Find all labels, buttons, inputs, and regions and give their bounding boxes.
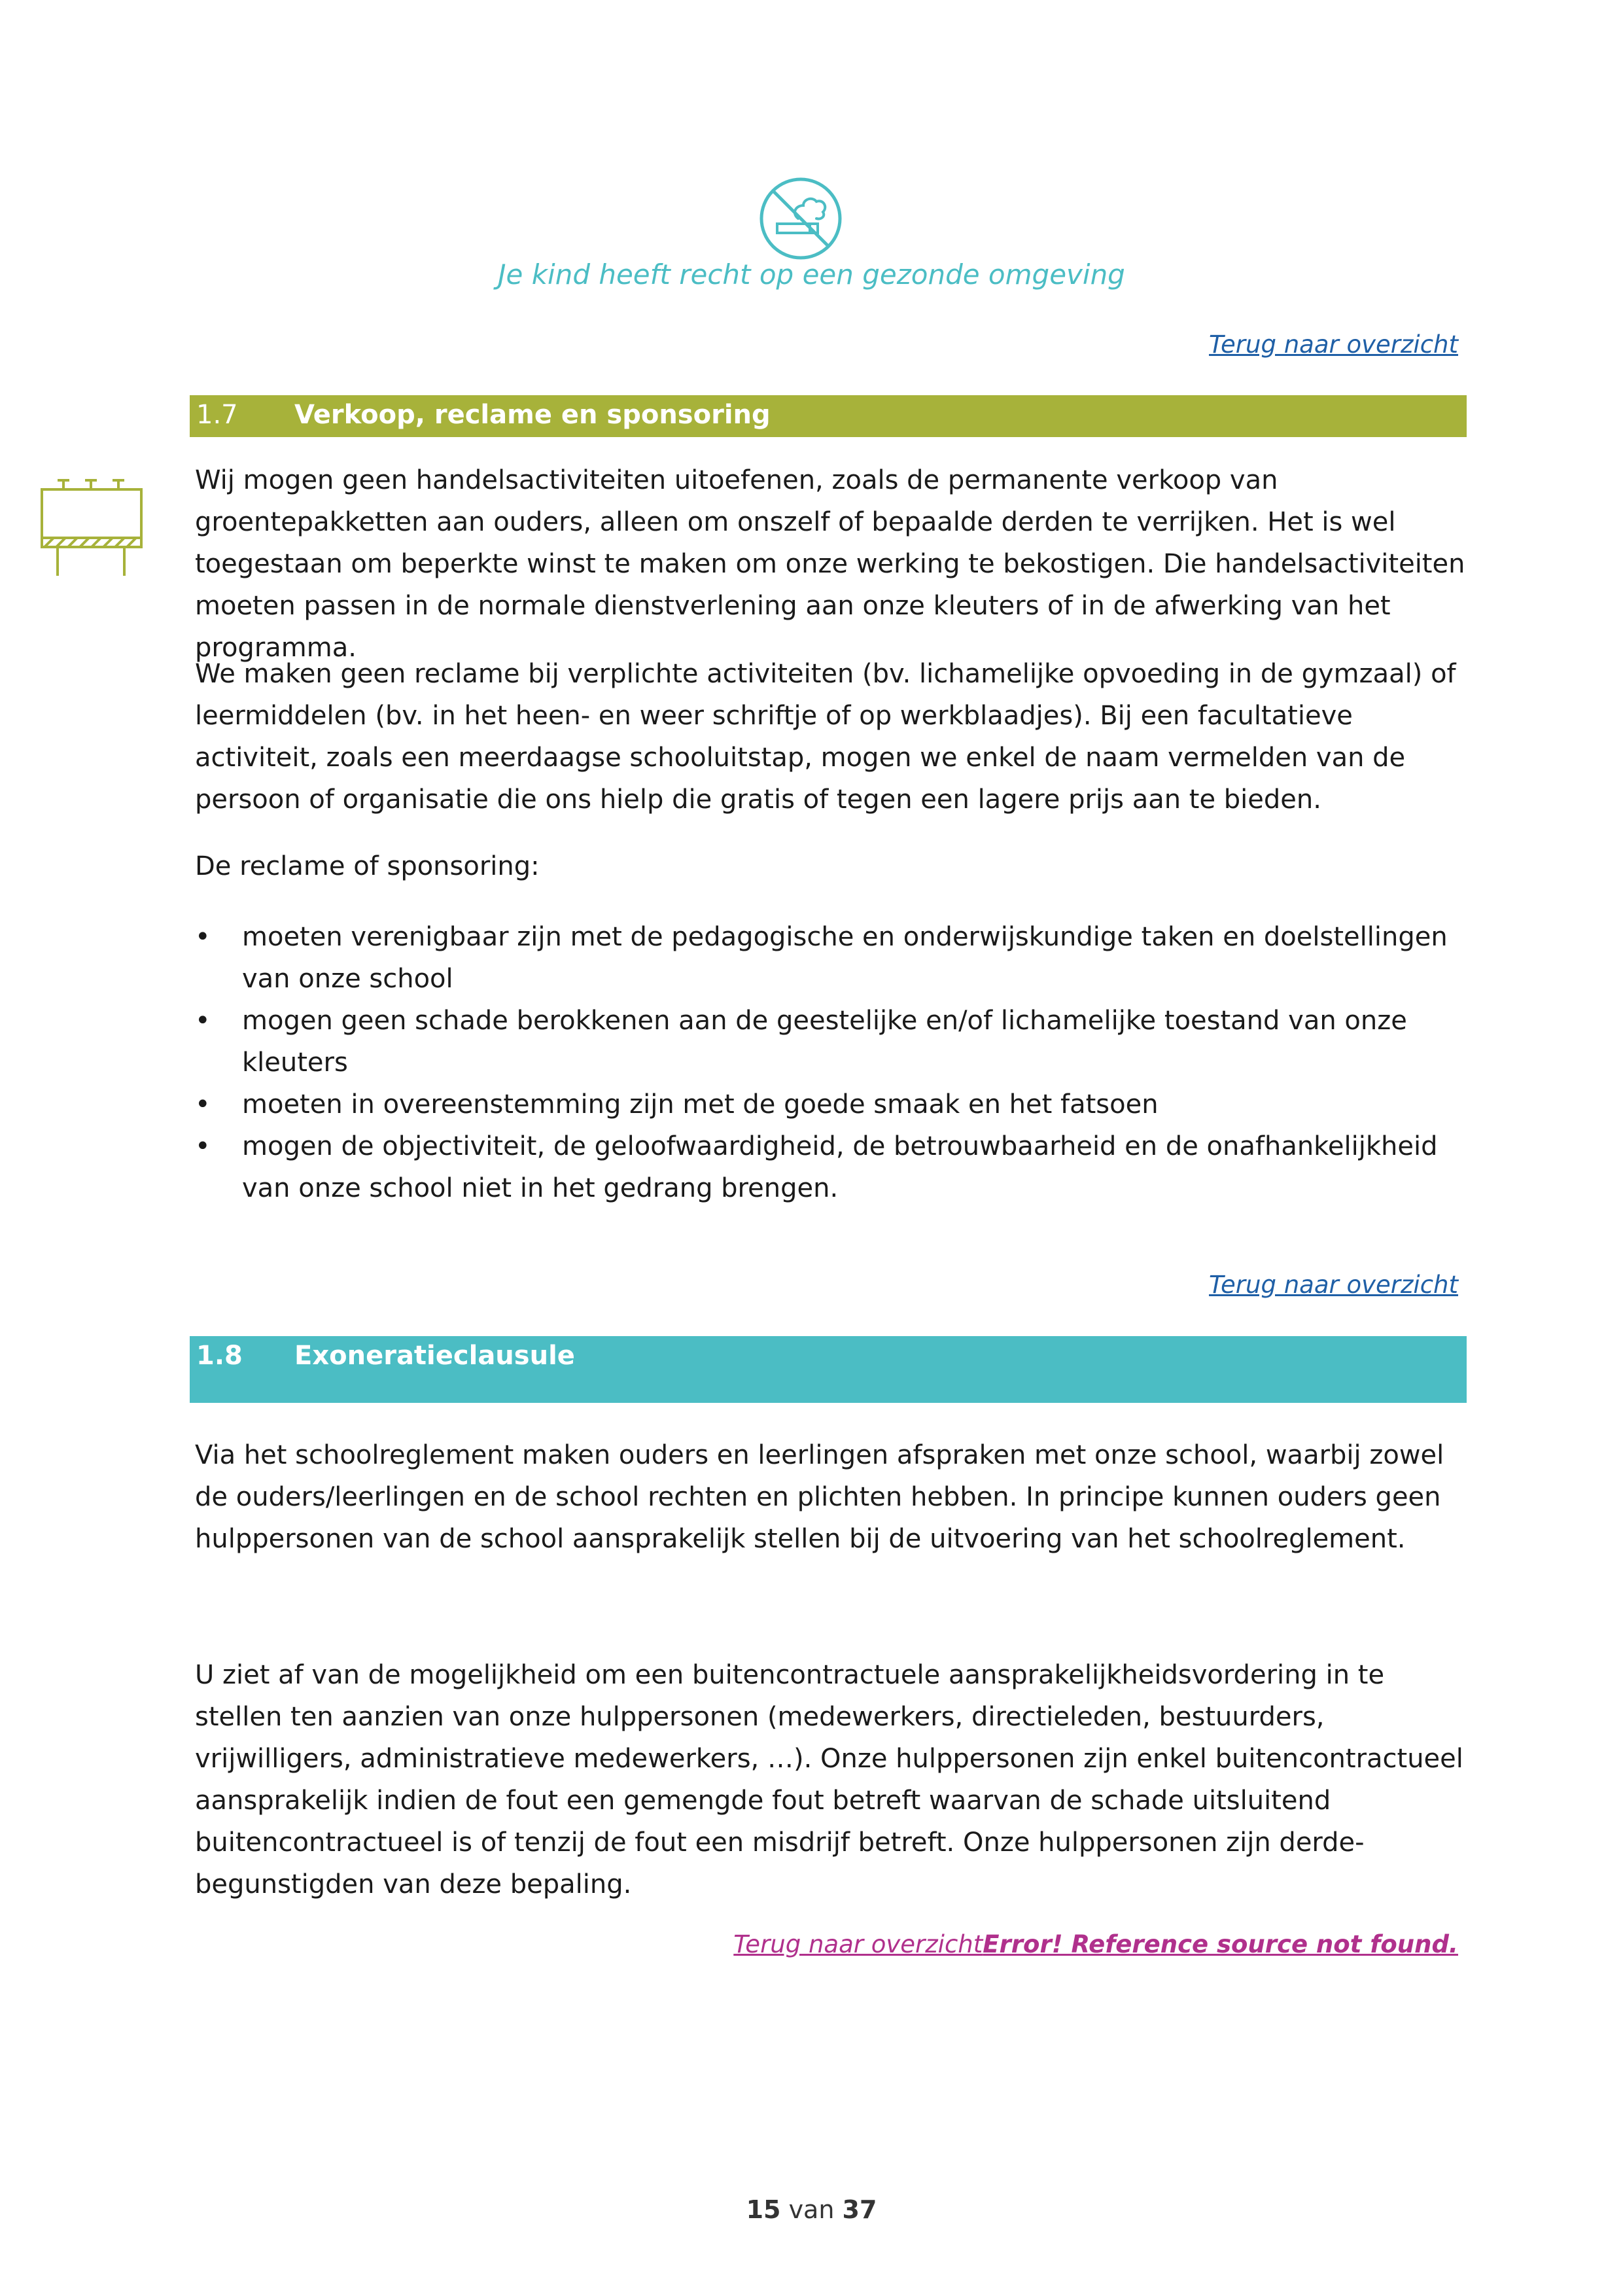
back-to-overview-link[interactable]: Terug naar overzicht	[1209, 330, 1458, 359]
current-page-number: 15	[746, 2195, 781, 2224]
sponsoring-rules-list	[195, 916, 1471, 1209]
total-page-count: 37	[842, 2195, 877, 2224]
section-heading-1-8	[190, 1336, 1467, 1403]
billboard-icon	[38, 474, 148, 584]
section-1-8-paragraph-2: U ziet af van de mogelijkheid om een buitencontractuele aansprakelijkheidsvordering in te stellen ten aanzien van onze hulppersonen (medewerkers, directieleden, bestuurders, vrijwilligers, administratieve medewerkers, …). Onze hulppersonen zijn enkel buitencontractueel aansprakelijk indien de fout een gemengde fout betreft waarvan de schade uitsluitend buitencontractueel is of tenzij de fout een misdrijf betreft. Onze hulppersonen zijn derde-begunstigden van deze bepaling.	[195, 1660, 1463, 1899]
back-to-overview-link[interactable]: Terug naar overzicht	[1209, 1271, 1458, 1299]
no-smoking-icon	[758, 175, 844, 262]
section-1-7-paragraph-3: De reclame of sponsoring:	[195, 851, 540, 881]
section-title: Exoneratieclausule	[294, 1341, 575, 1371]
section-heading-1-7	[190, 395, 1467, 437]
list-item: • mogen de objectiviteit, de geloofwaardigheid, de betrouwbaarheid en de onafhankelijkheid van onze school niet in het gedrang brengen.	[195, 1125, 1471, 1209]
section-1-7-paragraph-1: Wij mogen geen handelsactiviteiten uitoefenen, zoals de permanente verkoop van groentepakketten aan ouders, alleen om onszelf of bepaalde derden te verrijken. Het is wel toegestaan om beperkte winst te maken om onze werking te bekostigen. Die handelsactiviteiten moeten passen in de normale dienstverlening aan onze kleuters of in de afwerking van het programma.	[195, 465, 1465, 663]
list-item: • mogen geen schade berokkenen aan de geestelijke en/of lichamelijke toestand van onze kleuters	[195, 1000, 1471, 1084]
header-tagline: Je kind heeft recht op een gezonde omgeving	[498, 258, 1125, 291]
page-separator: van	[788, 2195, 835, 2224]
section-number: 1.7	[196, 400, 238, 430]
page-footer	[0, 2195, 1623, 2224]
list-item: • moeten in overeenstemming zijn met de goede smaak en het fatsoen	[195, 1084, 1471, 1125]
section-number: 1.8	[196, 1341, 243, 1371]
back-to-overview-link-with-error[interactable]	[733, 1930, 1458, 1958]
section-title: Verkoop, reclame en sponsoring	[294, 400, 771, 430]
section-1-8-paragraph-1: Via het schoolreglement maken ouders en leerlingen afspraken met onze school, waarbij zowel de ouders/leerlingen en de school rechten en plichten hebben. In principe kunnen ouders geen hulppersonen van de school aansprakelijk stellen bij de uitvoering van het schoolreglement.	[195, 1440, 1444, 1554]
back-to-overview-text[interactable]: Terug naar overzicht	[733, 1930, 983, 1958]
reference-error-text: Error! Reference source not found.	[983, 1930, 1458, 1958]
section-1-7-paragraph-2: We maken geen reclame bij verplichte activiteiten (bv. lichamelijke opvoeding in de gymzaal) of leermiddelen (bv. in het heen- en weer schriftje of op werkblaadjes). Bij een facultatieve activiteit, zoals een meerdaagse schooluitstap, mogen we enkel de naam vermelden van de persoon of organisatie die ons hielp die gratis of tegen een lagere prijs aan te bieden.	[195, 659, 1456, 815]
list-item: • moeten verenigbaar zijn met de pedagogische en onderwijskundige taken en doelstellingen van onze school	[195, 916, 1471, 1000]
